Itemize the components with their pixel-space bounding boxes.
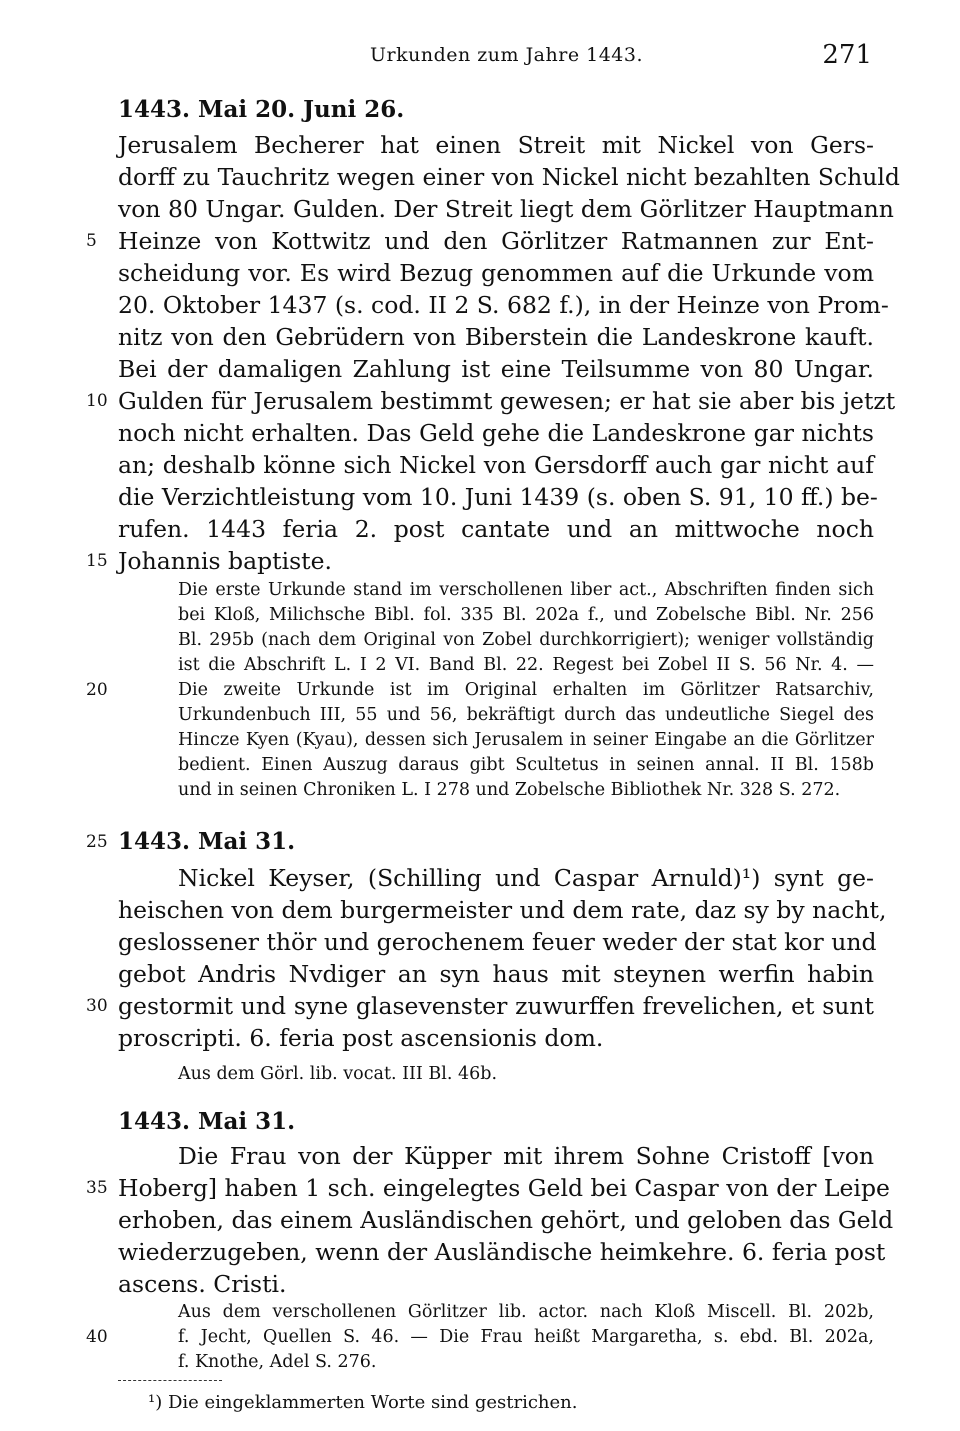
source-note-line: Aus dem verschollenen Görlitzer lib. actor. nach Kloß Miscell. Bl. 202b, [178, 1302, 874, 1322]
body-line: Johannis baptiste. [118, 547, 332, 575]
footnote-rule [118, 1380, 222, 1381]
body-line: gebot Andris Nvdiger an syn haus mit steynen werfin habin [118, 960, 874, 988]
line-number: 40 [86, 1327, 108, 1347]
source-note-line: Die zweite Urkunde ist im Original erhalten im Görlitzer Ratsarchiv, [178, 680, 874, 700]
body-line: Jerusalem Becherer hat einen Streit mit Nickel von Gers- [118, 131, 874, 159]
body-line: gestormit und syne glasevenster zuwurffen frevelichen, et sunt [118, 992, 874, 1020]
source-note-line: Hincze Kyen (Kyau), dessen sich Jerusalem in seiner Eingabe an die Görlitzer [178, 730, 874, 750]
running-head: Urkunden zum Jahre 1443. [370, 44, 644, 66]
body-line: ascens. Cristi. [118, 1270, 287, 1298]
entry-heading: 1443. Mai 20. Juni 26. [118, 96, 405, 123]
entry-heading: 1443. Mai 31. [118, 1108, 296, 1135]
line-number: 20 [86, 680, 108, 700]
body-line: scheidung vor. Es wird Bezug genommen auf die Urkunde vom [118, 259, 874, 287]
source-note-line: ist die Abschrift L. I 2 VI. Band Bl. 22. Regest bei Zobel II S. 56 Nr. 4. — [178, 655, 874, 675]
source-note-line: Bl. 295b (nach dem Original von Zobel durchkorrigiert); weniger vollständig [178, 630, 874, 650]
body-line: erhoben, das einem Ausländischen gehört, und geloben das Geld [118, 1206, 894, 1234]
body-line: Nickel Keyser, (Schilling und Caspar Arnuld)¹) synt ge- [178, 864, 874, 892]
body-line: geslossener thör und gerochenem feuer weder der stat kor und [118, 928, 877, 956]
line-number: 5 [86, 231, 97, 251]
body-line: Die Frau von der Küpper mit ihrem Sohne Cristoff [von [178, 1142, 874, 1170]
body-line: nitz von den Gebrüdern von Biberstein die Landeskrone kauft. [118, 323, 874, 351]
line-number: 15 [86, 551, 108, 571]
source-note-line: Urkundenbuch III, 55 und 56, bekräftigt durch das undeutliche Siegel des [178, 705, 874, 725]
footnote: ¹) Die eingeklammerten Worte sind gestrichen. [148, 1392, 578, 1413]
source-note-line: Die erste Urkunde stand im verschollenen liber act., Abschriften finden sich [178, 580, 874, 600]
body-line: wiederzugeben, wenn der Ausländische heimkehre. 6. feria post [118, 1238, 886, 1266]
line-number: 35 [86, 1178, 108, 1198]
body-line: proscripti. 6. feria post ascensionis dom. [118, 1024, 604, 1052]
page-number: 271 [822, 40, 872, 70]
body-line: heischen von dem burgermeister und dem rate, daz sy by nacht, [118, 896, 887, 924]
body-line: noch nicht erhalten. Das Geld gehe die Landeskrone gar nichts [118, 419, 874, 447]
line-number: 25 [86, 832, 108, 852]
body-line: Heinze von Kottwitz und den Görlitzer Ratmannen zur Ent- [118, 227, 874, 255]
body-line: an; deshalb könne sich Nickel von Gersdorff auch gar nicht auf [118, 451, 874, 479]
entry-heading: 1443. Mai 31. [118, 828, 296, 855]
body-line: rufen. 1443 feria 2. post cantate und an mittwoche noch [118, 515, 874, 543]
body-line: von 80 Ungar. Gulden. Der Streit liegt dem Görlitzer Hauptmann [118, 195, 894, 223]
source-note-line: bedient. Einen Auszug daraus gibt Scultetus in seinen annal. II Bl. 158b [178, 755, 874, 775]
body-line: Hoberg] haben 1 sch. eingelegtes Geld bei Caspar von der Leipe [118, 1174, 890, 1202]
source-note-line: und in seinen Chroniken L. I 278 und Zobelsche Bibliothek Nr. 328 S. 272. [178, 780, 841, 800]
line-number: 10 [86, 391, 108, 411]
body-line: die Verzichtleistung vom 10. Juni 1439 (s. oben S. 91, 10 ff.) be- [118, 483, 878, 511]
source-note-line: f. Jecht, Quellen S. 46. — Die Frau heißt Margaretha, s. ebd. Bl. 202a, [178, 1327, 874, 1347]
source-note-line: bei Kloß, Milichsche Bibl. fol. 335 Bl. 202a f., und Zobelsche Bibl. Nr. 256 [178, 605, 874, 625]
body-line: dorff zu Tauchritz wegen einer von Nickel nicht bezahlten Schuld [118, 163, 900, 191]
source-note-line: f. Knothe, Adel S. 276. [178, 1352, 377, 1372]
source-note-line: Aus dem Görl. lib. vocat. III Bl. 46b. [178, 1064, 498, 1084]
body-line: Gulden für Jerusalem bestimmt gewesen; er hat sie aber bis jetzt [118, 387, 896, 415]
body-line: Bei der damaligen Zahlung ist eine Teilsumme von 80 Ungar. [118, 355, 874, 383]
line-number: 30 [86, 996, 108, 1016]
body-line: 20. Oktober 1437 (s. cod. II 2 S. 682 f.), in der Heinze von Prom- [118, 291, 889, 319]
